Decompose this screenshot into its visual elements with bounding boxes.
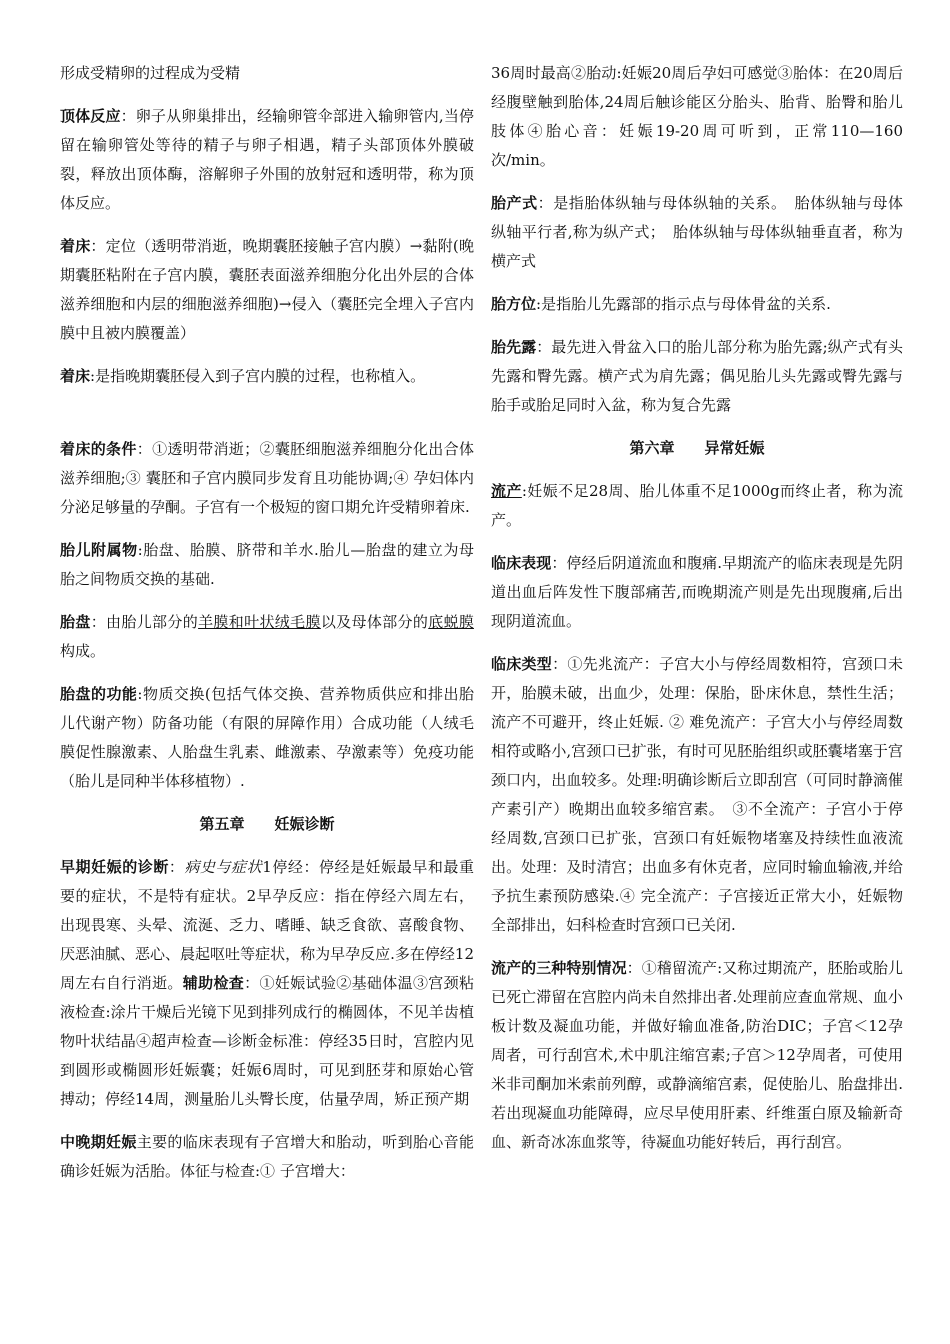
term: 胎方位 [491, 295, 537, 313]
text: :胎盘、胎膜、脐带和羊水.胎儿—胎盘的建立为母胎之间物质交换的基础. [60, 541, 474, 588]
text: ：①稽留流产:又称过期流产，胚胎或胎儿已死亡滞留在宫腔内尚未自然排出者.处理前应查血常规、血小板计数及凝血功能，并做好输血准备,防治DIC；子宫＜12孕周者，可行刮宫术,术中肌注缩宫素;子宫＞12孕周者，可使用米非司酮加米索前列醇，或静滴缩宫素，促使胎儿、胎盘排出.若出现凝血功能障碍，应尽早使用肝素、纤维蛋白原及输新奇血、新奇冰冻血浆等，待凝血功能好转后，再行刮宫。 [491, 959, 903, 1151]
abortion-definition-paragraph [491, 477, 903, 535]
fetal-position-paragraph [491, 290, 903, 319]
early-pregnancy-paragraph [60, 853, 474, 1114]
text: 以及母体部分的 [320, 613, 429, 631]
term: 胎产式 [491, 194, 538, 212]
term: 着床 [60, 367, 91, 385]
text: 1停经：停经是妊娠最早和最重要的症状，不是特有症状。2早孕反应：指在停经六周左右，出现畏寒、头晕、流涎、乏力、嗜睡、缺乏食欲、喜酸食物、厌恶油腻、恶心、晨起呕吐等症状，称为早孕反应.多在停经12周左右自行消逝。 [60, 858, 474, 992]
fetal-lie-paragraph [491, 189, 903, 276]
mid-late-pregnancy-paragraph [60, 1128, 474, 1186]
left-column [60, 59, 474, 1200]
text: :是指胎儿先露部的指示点与母体骨盆的关系. [536, 295, 831, 313]
text: ：①透明带消逝；②囊胚细胞滋养细胞分化出合体滋养细胞;③ 囊胚和子宫内膜同步发育且功能协调;④ 孕妇体内分泌足够量的孕酮。子宫有一个极短的窗口期允许受精卵着床. [60, 440, 474, 516]
continued-paragraph: 36周时最高②胎动:妊娠20周后孕妇可感觉③胎体：在20周后经腹壁触到胎体,24周后触诊能区分胎头、胎背、胎臀和胎儿肢体④胎心音：妊娠19-20周可听到，正常110—160次/min。 [491, 64, 903, 169]
text: ：卵子从卵巢排出，经输卵管伞部进入输卵管内,当停留在输卵管处等待的精子与卵子相遇，精子头部顶体外膜破裂，释放出顶体酶，溶解卵子外围的放射冠和透明带，称为顶体反应。 [60, 107, 474, 212]
text: ：是指胎体纵轴与母体纵轴的关系。 胎体纵轴与母体纵轴平行者,称为纵产式； 胎体纵轴与母体纵轴垂直者，称为横产式 [491, 194, 903, 270]
intro-paragraph: 形成受精卵的过程成为受精 [60, 64, 241, 82]
term: 流产的三种特别情况 [491, 959, 627, 977]
right-column [491, 59, 903, 1171]
term: 流产 [491, 482, 522, 500]
text: ：停经后阴道流血和腹痛.早期流产的临床表现是先阴道出血后阵发性下腹部痛苦,而晚期流产则是先出现腹痛,后出现阴道流血。 [491, 554, 903, 630]
chapter-5-heading: 第五章 妊娠诊断 [199, 815, 335, 833]
text: :是指晚期囊胚侵入到子宫内膜的过程，也称植入。 [90, 367, 426, 385]
term: 临床类型 [491, 655, 553, 673]
text: ：最先进入骨盆入口的胎儿部分称为胎先露;纵产式有头先露和臀先露。横产式为肩先露；偶见胎儿头先露或臀先露与胎手或胎足同时入盆，称为复合先露 [491, 338, 903, 414]
text: :妊娠不足28周、胎儿体重不足1000g而终止者，称为流产。 [491, 482, 903, 529]
term: 临床表现 [491, 554, 552, 572]
term: 早期妊娠的诊断 [60, 858, 169, 876]
term: 顶体反应 [60, 107, 121, 125]
text: 构成。 [60, 642, 106, 660]
special-cases-paragraph [491, 954, 903, 1157]
term: 中晚期妊娠 [60, 1133, 137, 1151]
implantation-steps-paragraph [60, 232, 474, 348]
text: ：定位（透明带消逝，晚期囊胚接触子宫内膜）→黏附(晚期囊胚粘附在子宫内膜，囊胚表面滋养细胞分化出外层的合体滋养细胞和内层的细胞滋养细胞)→侵入（囊胚完全埋入子宫内膜中且被内膜覆盖） [60, 237, 474, 342]
placenta-paragraph [60, 608, 474, 666]
text: :物质交换(包括气体交换、营养物质供应和排出胎儿代谢产物）防备功能（有限的屏障作用）合成功能（人绒毛膜促性腺激素、人胎盘生乳素、雌激素、孕激素等）免疫功能（胎儿是同种半体移植物）. [60, 685, 474, 790]
implantation-definition-paragraph [60, 362, 474, 391]
blank-gap [60, 405, 474, 435]
text: 主要的临床表现有子宫增大和胎动，听到胎心音能确诊妊娠为活胎。体征与检查:① 子宫增大： [60, 1133, 474, 1180]
text: ： [168, 858, 185, 876]
acrosome-paragraph [60, 102, 474, 218]
implantation-conditions-paragraph [60, 435, 474, 522]
placenta-function-paragraph [60, 680, 474, 796]
text: ：①先兆流产：子宫大小与停经周数相符，宫颈口未开，胎膜未破，出血少，处理：保胎，卧床休息，禁性生活；流产不可避开，终止妊娠. ② 难免流产：子宫大小与停经周数相符或略小,宫颈口已扩张，有时可见胚胎组织或胚囊堵塞于宫颈口内，出血较多。处理:明确诊断后立即刮宫（可同时静滴催产素引产）晚期出血较多缩宫素。 ③不全流产：子宫小于停经周数,宫颈口已扩张，宫颈口有妊娠物堵塞及持续性血液流出。处理：及时清宫；出血多有休克者，应同时输血输液,并给予抗生素预防感染.④ 完全流产：子宫接近正常大小，妊娠物全部排出，妇科检查时宫颈口已关闭. [491, 655, 903, 934]
italic-text: 病史与症状 [184, 858, 263, 876]
term: 胎盘 [60, 613, 91, 631]
text: ：由胎儿部分的 [90, 613, 199, 631]
clinical-types-paragraph [491, 650, 903, 940]
term: 胎儿附属物 [60, 541, 138, 559]
term: 着床 [60, 237, 91, 255]
text: ：①妊娠试验②基础体温③宫颈粘液检查:涂片干燥后光镜下见到排列成行的椭圆体，不见羊齿植物叶状结晶④超声检查—诊断金标准：停经35日时，宫腔内见到圆形或椭圆形妊娠囊；妊娠6周时，可见到胚芽和原始心管搏动；停经14周，测量胎儿头臀长度，估量孕周，矫正预产期 [60, 974, 474, 1108]
chapter-6-heading: 第六章 异常妊娠 [629, 439, 765, 457]
term: 着床的条件 [60, 440, 137, 458]
term: 辅助检查 [182, 974, 245, 992]
clinical-manifestation-paragraph [491, 549, 903, 636]
underlined-text: 底蜕膜 [428, 613, 474, 631]
term: 胎先露 [491, 338, 537, 356]
fetal-appendages-paragraph [60, 536, 474, 594]
underlined-text: 羊膜和叶状绒毛膜 [198, 613, 321, 631]
term: 胎盘的功能 [60, 685, 138, 703]
fetal-presentation-paragraph [491, 333, 903, 420]
